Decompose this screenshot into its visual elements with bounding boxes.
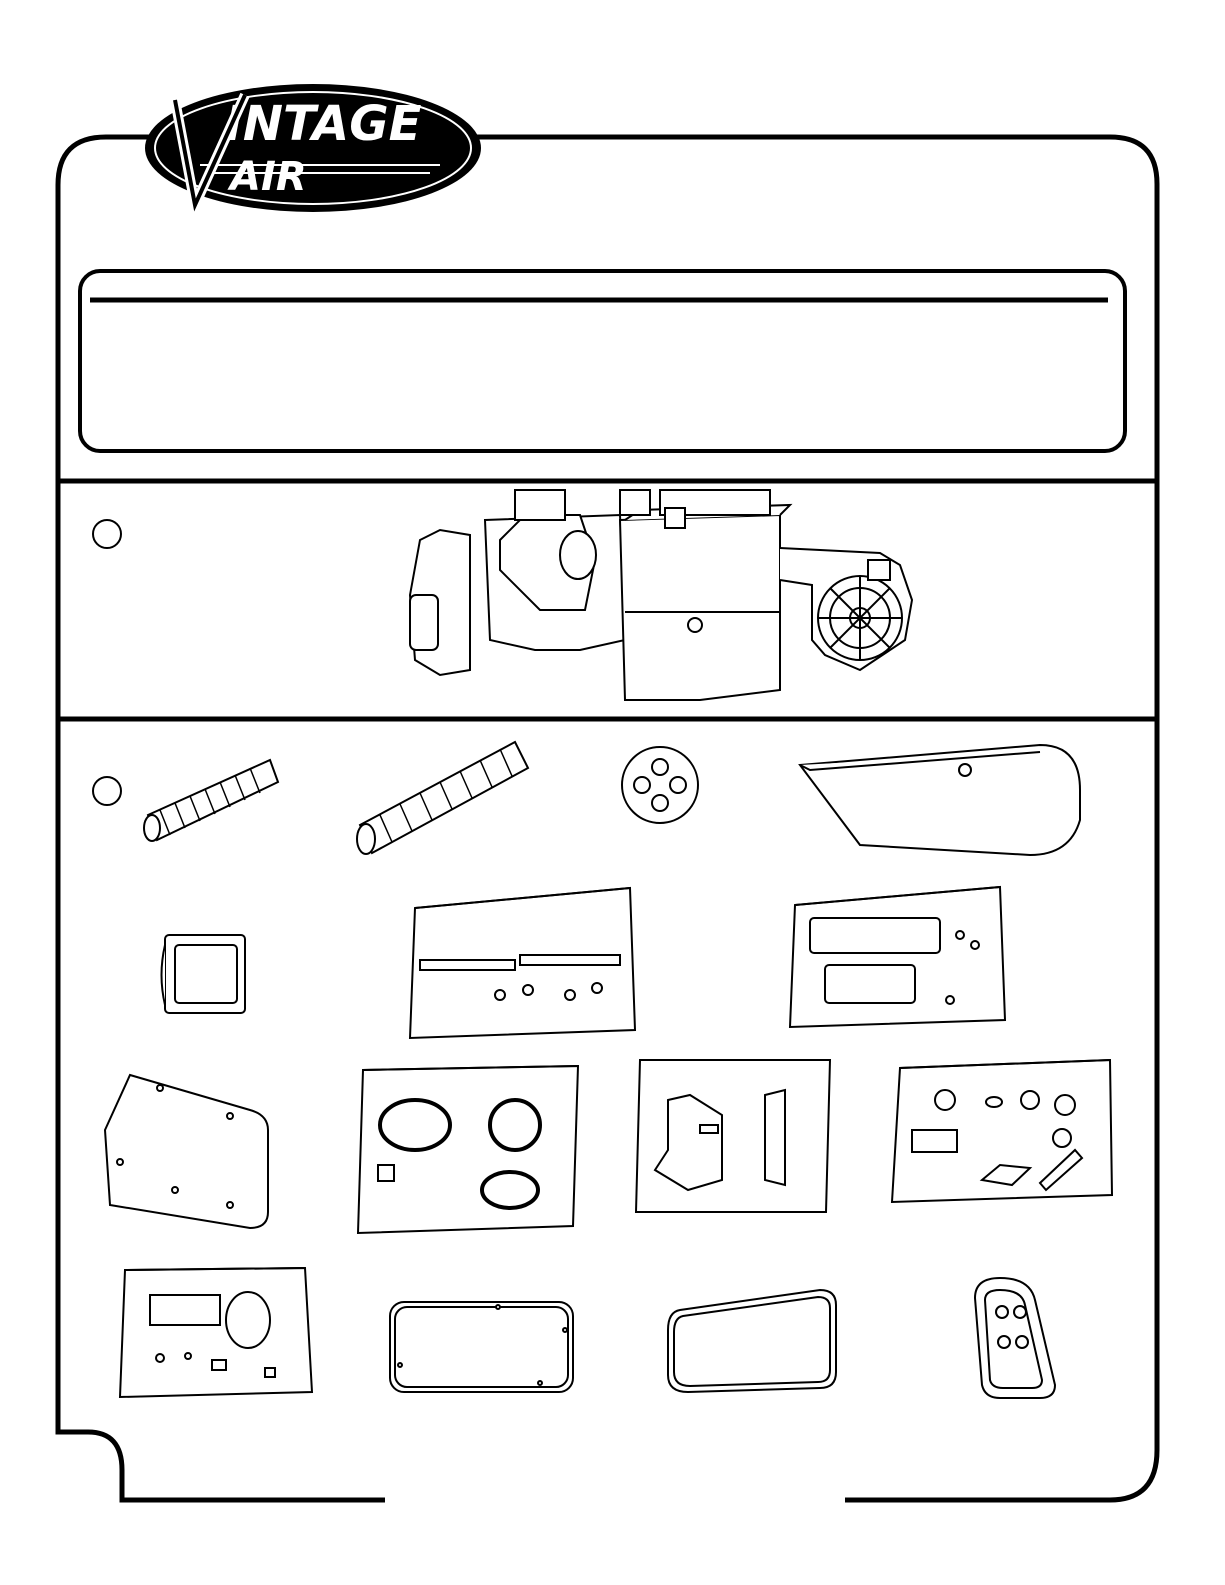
vintage-air-logo (145, 84, 481, 212)
wiring-harness-bag-drawing (358, 1066, 578, 1233)
square-louver-drawing (162, 935, 246, 1013)
short-duct-hose-drawing (144, 760, 278, 841)
step-circle-1 (93, 520, 121, 548)
evaporator-unit-drawing (410, 490, 912, 700)
vent-bag-drawing (790, 887, 1005, 1027)
step-circle-2 (93, 777, 121, 805)
round-louver-drawing (622, 747, 698, 823)
cover-plate-drawing (105, 1075, 268, 1228)
logo-text-bottom: AIR (230, 154, 307, 200)
duct-plate-drawing (975, 1278, 1055, 1398)
gasket-rect-drawing (390, 1302, 573, 1392)
long-duct-hose-drawing (357, 742, 528, 854)
bracket-bag-drawing (410, 888, 635, 1038)
control-panel-bag-drawing (120, 1268, 312, 1397)
logo-text-top: INTAGE (225, 96, 422, 152)
gasket-tapered-drawing (668, 1290, 836, 1392)
mounting-bracket-bag-drawing (636, 1060, 830, 1212)
hardware-bag-drawing (892, 1060, 1112, 1202)
duct-housing-drawing (800, 745, 1080, 855)
